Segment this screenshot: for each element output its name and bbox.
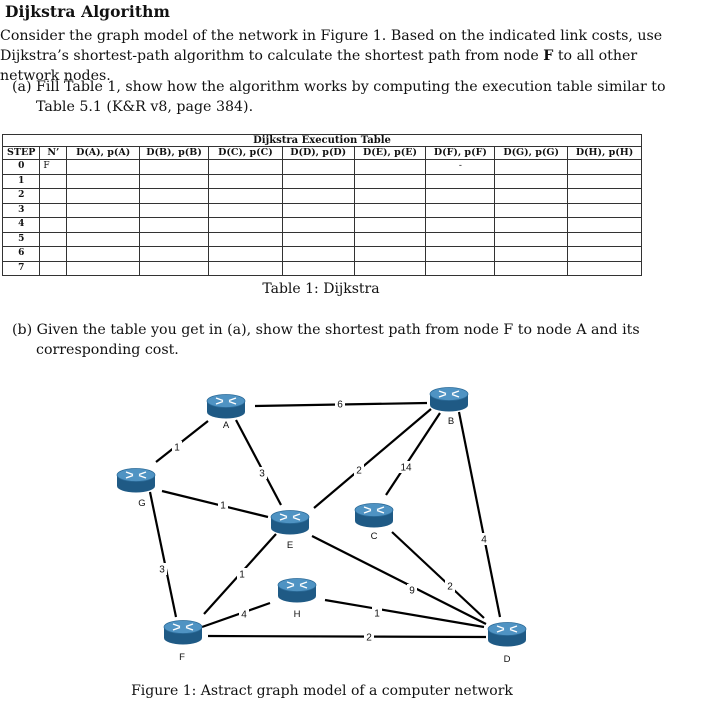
distance-cell — [67, 203, 140, 218]
distance-cell — [209, 174, 283, 189]
distance-cell — [426, 189, 495, 204]
node-label-F: F — [179, 652, 185, 663]
distance-cell — [568, 203, 642, 218]
node-label-C: C — [370, 531, 378, 542]
distance-cell — [568, 160, 642, 175]
distance-cell — [568, 232, 642, 247]
edge-cost-G-F: 3 — [159, 564, 165, 576]
distance-cell — [67, 174, 140, 189]
header-d: D(D), p(D) — [282, 147, 354, 160]
distance-cell — [568, 247, 642, 262]
header-g: D(G), p(G) — [495, 147, 568, 160]
router-icon-B — [430, 388, 468, 412]
distance-cell — [568, 261, 642, 276]
intro-text-1: Consider the graph model of the network in Figure 1. Based on the indicated link costs, use Dijkstra’s shortest-path algorithm to calculate the shortest path from node — [0, 28, 663, 64]
distance-cell — [354, 174, 426, 189]
distance-cell — [282, 203, 354, 218]
table-row — [3, 218, 642, 233]
nprime-cell — [40, 203, 67, 218]
step-cell: 6 — [3, 247, 40, 262]
distance-cell — [140, 160, 209, 175]
figure-label: Figure 1: Astract graph model of a computer network — [131, 683, 513, 699]
router-icon-G — [117, 469, 155, 493]
nprime-cell — [40, 218, 67, 233]
table-label: Table 1: Dijkstra — [262, 281, 380, 297]
distance-cell — [209, 203, 283, 218]
router-icon-H — [278, 579, 316, 603]
graph-edge-labels — [157, 398, 489, 644]
dijkstra-execution-table — [2, 134, 642, 276]
node-label-H: H — [293, 609, 301, 620]
table-row — [3, 160, 642, 175]
distance-cell — [209, 247, 283, 262]
node-label-G: G — [138, 498, 146, 509]
distance-cell — [354, 232, 426, 247]
distance-cell — [426, 261, 495, 276]
distance-cell — [495, 218, 568, 233]
edge-A-E — [236, 420, 281, 505]
header-nprime: N’ — [40, 147, 67, 160]
distance-cell — [282, 247, 354, 262]
distance-cell — [426, 174, 495, 189]
header-e: D(E), p(E) — [354, 147, 426, 160]
node-label-D: D — [503, 654, 511, 665]
node-label-E: E — [286, 540, 294, 551]
distance-cell — [354, 218, 426, 233]
distance-cell — [140, 218, 209, 233]
router-icon-C — [355, 504, 393, 528]
distance-cell — [282, 232, 354, 247]
distance-cell — [568, 189, 642, 204]
distance-cell — [282, 218, 354, 233]
header-f: D(F), p(F) — [426, 147, 495, 160]
distance-cell — [209, 218, 283, 233]
distance-cell — [67, 247, 140, 262]
distance-cell — [282, 189, 354, 204]
distance-cell — [282, 261, 354, 276]
nprime-cell — [40, 247, 67, 262]
header-step: STEP — [3, 147, 40, 160]
step-cell: 7 — [3, 261, 40, 276]
distance-cell — [426, 247, 495, 262]
table-body — [3, 160, 642, 276]
network-graph — [0, 370, 700, 682]
header-a: D(A), p(A) — [67, 147, 140, 160]
nprime-cell — [40, 174, 67, 189]
nprime-cell — [40, 189, 67, 204]
distance-cell — [140, 247, 209, 262]
nprime-cell — [40, 232, 67, 247]
distance-cell — [209, 189, 283, 204]
distance-cell: - — [426, 160, 495, 175]
page-title: Dijkstra Algorithm — [5, 2, 170, 21]
edge-cost-E-F: 1 — [239, 569, 245, 581]
edge-G-F — [150, 492, 176, 617]
router-icon-E — [271, 511, 309, 535]
step-cell: 5 — [3, 232, 40, 247]
distance-cell — [282, 160, 354, 175]
distance-cell — [209, 160, 283, 175]
edge-C-D — [392, 532, 484, 618]
distance-cell — [495, 174, 568, 189]
step-cell: 0 — [3, 160, 40, 175]
distance-cell — [495, 247, 568, 262]
question-a-text: (a) Fill Table 1, show how the algorithm works by computing the execution table similar to Table 5.1 (K&R v8, page 384). — [12, 79, 666, 115]
edge-cost-G-E: 1 — [220, 500, 226, 512]
edge-cost-F-D: 2 — [366, 632, 372, 644]
graph-edges — [150, 403, 500, 637]
edge-B-D — [459, 412, 500, 617]
edge-E-B — [314, 409, 431, 508]
distance-cell — [426, 203, 495, 218]
distance-cell — [67, 160, 140, 175]
distance-cell — [354, 203, 426, 218]
header-h: D(H), p(H) — [568, 147, 642, 160]
edge-H-D — [325, 600, 484, 627]
header-c: D(C), p(C) — [209, 147, 283, 160]
header-b: D(B), p(B) — [140, 147, 209, 160]
table-row — [3, 203, 642, 218]
distance-cell — [426, 218, 495, 233]
node-label-B: B — [447, 416, 455, 427]
distance-cell — [354, 160, 426, 175]
distance-cell — [140, 174, 209, 189]
distance-cell — [282, 174, 354, 189]
nprime-cell: F — [40, 160, 67, 175]
table-row — [3, 247, 642, 262]
distance-cell — [67, 232, 140, 247]
distance-cell — [426, 232, 495, 247]
edge-G-E — [162, 491, 268, 517]
distance-cell — [495, 160, 568, 175]
table-row — [3, 189, 642, 204]
step-cell: 1 — [3, 174, 40, 189]
distance-cell — [495, 261, 568, 276]
distance-cell — [140, 261, 209, 276]
edge-cost-E-B: 2 — [356, 465, 362, 477]
distance-cell — [209, 261, 283, 276]
table-row — [3, 261, 642, 276]
edge-cost-E-D: 9 — [409, 585, 415, 597]
distance-cell — [140, 203, 209, 218]
distance-cell — [495, 189, 568, 204]
distance-cell — [67, 218, 140, 233]
edge-F-D — [208, 636, 486, 637]
distance-cell — [568, 174, 642, 189]
edge-cost-B-D: 4 — [481, 534, 487, 546]
question-a — [12, 77, 692, 117]
question-b — [12, 320, 692, 360]
edge-F-H — [202, 603, 270, 627]
node-label-A: A — [222, 420, 230, 431]
edge-cost-C-D: 2 — [447, 581, 453, 593]
table-row — [3, 232, 642, 247]
edge-E-D — [312, 536, 486, 624]
question-b-text: (b) Given the table you get in (a), show the shortest path from node F to node A and its corresponding cost. — [12, 322, 640, 358]
distance-cell — [354, 189, 426, 204]
distance-cell — [67, 261, 140, 276]
edge-cost-H-D: 1 — [374, 608, 380, 620]
distance-cell — [495, 232, 568, 247]
intro-bold-node: F — [543, 48, 554, 64]
step-cell: 3 — [3, 203, 40, 218]
edge-cost-A-E: 3 — [259, 468, 265, 480]
intro-text-2: to all other network nodes. — [0, 48, 638, 84]
step-cell: 4 — [3, 218, 40, 233]
edge-cost-C-B: 14 — [400, 462, 412, 474]
table-caption-cell: Dijkstra Execution Table — [3, 135, 642, 147]
table-row — [3, 174, 642, 189]
distance-cell — [354, 261, 426, 276]
router-icon-F — [164, 621, 202, 645]
distance-cell — [140, 232, 209, 247]
distance-cell — [568, 218, 642, 233]
edge-cost-A-B: 6 — [337, 399, 343, 411]
router-icon-D — [488, 623, 526, 647]
nprime-cell — [40, 261, 67, 276]
router-icon-A — [207, 395, 245, 419]
step-cell: 2 — [3, 189, 40, 204]
edge-cost-F-H: 4 — [241, 609, 247, 621]
edge-cost-A-G: 1 — [174, 442, 180, 454]
distance-cell — [140, 189, 209, 204]
distance-cell — [354, 247, 426, 262]
distance-cell — [67, 189, 140, 204]
distance-cell — [495, 203, 568, 218]
distance-cell — [209, 232, 283, 247]
